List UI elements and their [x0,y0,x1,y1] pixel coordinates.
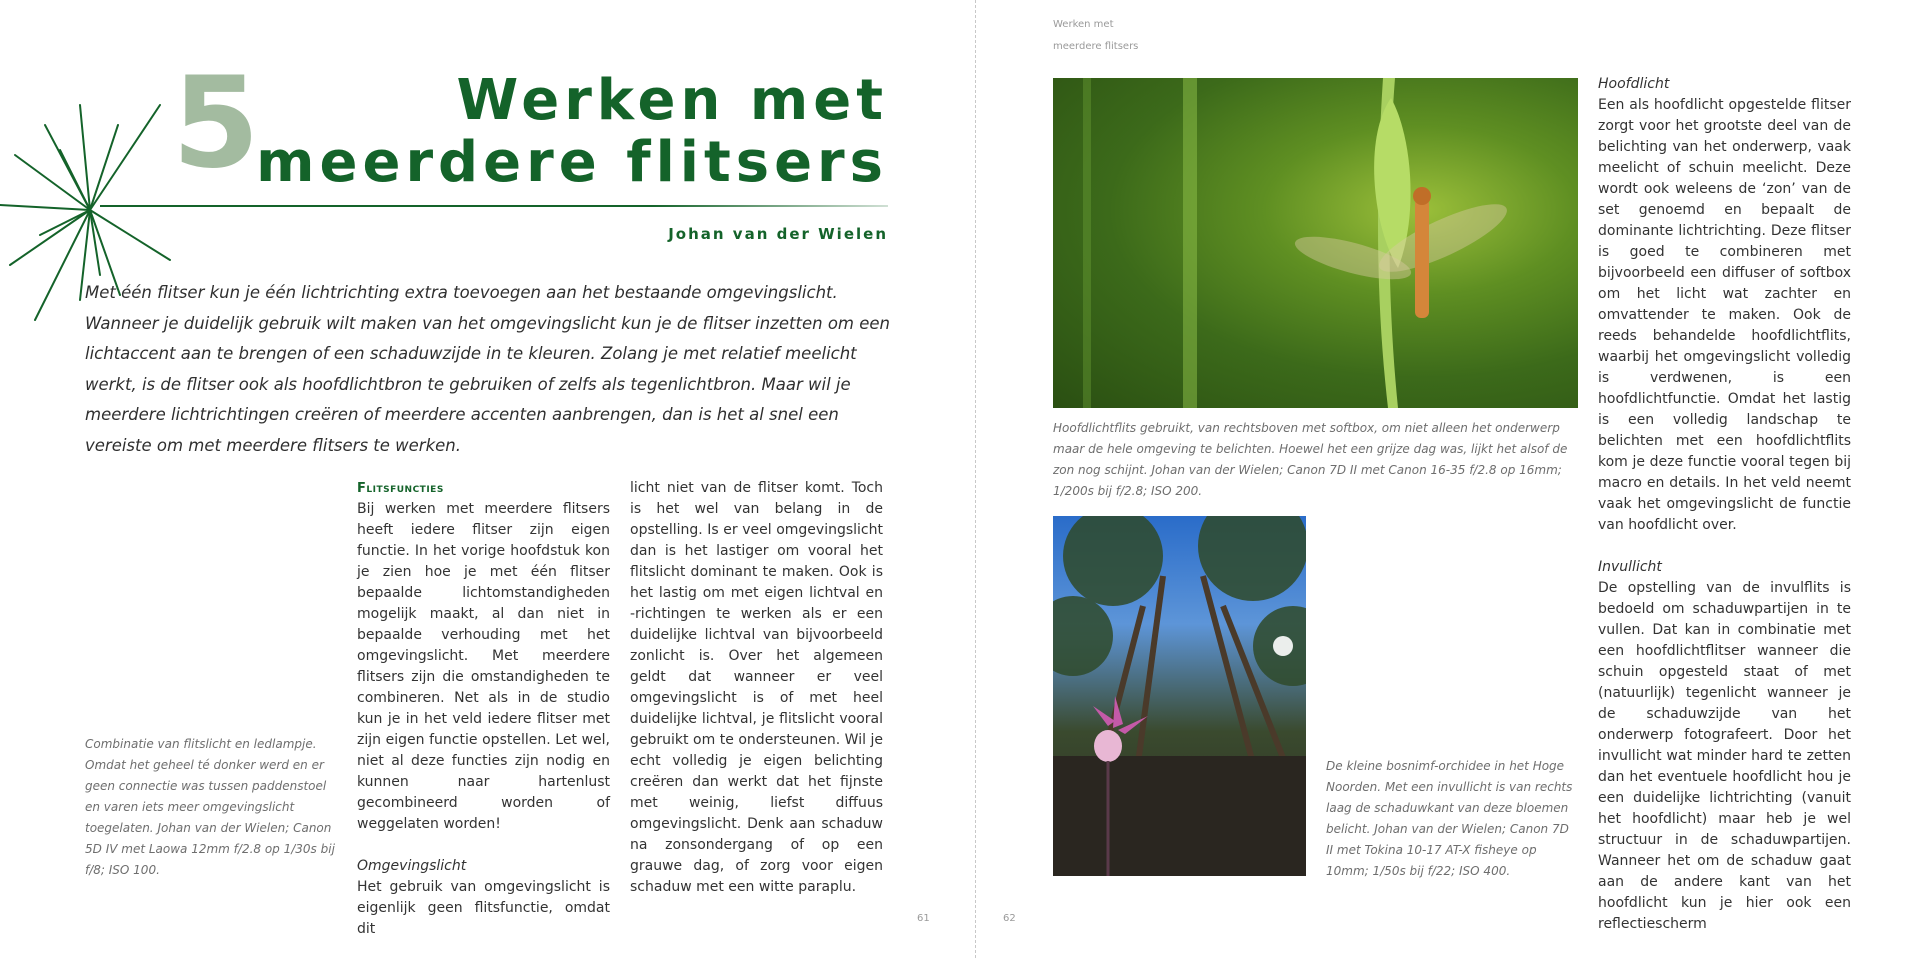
running-head [1053,14,1138,58]
text-column-2 [630,478,883,898]
running-head-line1: Werken met [1053,19,1114,30]
body-text: De opstelling van de invulflits is bedoeld om schaduwpartijen in te vullen. Dat kan in combinatie met een hoofdlichtflitser wanneer die schuin opgesteld staat of met (natuurlijk) tegenlicht wanneer je de schaduwzijde van het onderwerp fotografeert. Door het invullicht wat minder hard te zetten dan het eventuele hoofdlicht hou je een duidelijke lichtrichting (vanuit het hoofdlicht) maar heb je wel structuur in de schaduwpartijen. Wanneer het om de schaduw gaat aan de andere kant van het hoofdlicht kun je hier ook een reflectiescherm [1598,580,1851,932]
orchid-caption: De kleine bosnimf-orchidee in het Hoge Noorden. Met een invullicht is van rechts laag de schaduwkant van deze bloemen belicht. Johan van der Wielen; Canon 7D II met Tokina 10-17 AT-X fisheye op 10mm; 1/50s bij f/22; ISO 400. [1326,759,1573,878]
page-spine [975,0,976,958]
chapter-title-line2: meerdere flitsers [256,130,888,195]
chapter-title-line1: Werken met [456,68,888,133]
subheading-invullicht: Invullicht [1598,559,1662,575]
title-rule [100,205,888,207]
left-photo-caption: Combinatie van flitslicht en ledlampje. Omdat het geheel té donker werd en er geen connectie was tussen paddenstoel en varen iets meer omgevingslicht toegelaten. Johan van der Wielen; Canon 5D IV met Laowa 12mm f/2.8 op 1/30s bij f/8; ISO 100. [85,737,335,877]
running-head-line2: meerdere flitsers [1053,41,1139,52]
dragonfly-photo [1053,78,1578,408]
orchid-illustration [1053,516,1306,876]
dragonfly-caption: Hoofdlichtflits gebruikt, van rechtsboven met softbox, om niet alleen het onderwerp maar de hele omgeving te belichten. Hoewel het een grijze dag was, lijkt het alsof de zon nog schijnt. Johan van der Wielen; Canon 7D II met Canon 16-35 f/2.8 op 16mm; 1/200s bij f/2.8; ISO 200. [1053,421,1568,498]
dragonfly-illustration [1053,78,1578,408]
page-number-right: 62 [1003,913,1016,924]
page-number-left: 61 [917,913,930,924]
text-column-3 [1598,74,1851,935]
chapter-number: 5 [172,49,260,196]
body-text: Bij werken met meerdere flitsers heeft iedere flitser zijn eigen functie. In het vorige hoofdstuk kon je zien hoe je met één flitser bepaalde lichtomstandigheden mogelijk maakt, al dan niet in bepaalde verhouding met het omgevingslicht. Met meerdere flitsers zijn die omstandigheden te combineren. Net als in de studio kun je in het veld iedere flitser met zijn eigen functie opstellen. Let wel, niet al deze functies zijn nodig en kunnen naar hartenlust gecombineerd worden of weggelaten worden! [357,501,610,832]
orchid-photo [1053,516,1306,876]
body-text: Een als hoofdlicht opgestelde flitser zorgt voor het grootste deel van de belichting van het onderwerp, vaak meelicht of schuin meelicht. Deze wordt ook weleens de ‘zon’ van de set genoemd en bepaalt de dominante lichtrichting. Deze flitser is goed te combineren met bijvoorbeeld een diffuser of softbox om het licht wat zachter en omvattender te maken. Ook de reeds behandelde hoofdlichtflits, waarbij het omgevingslicht volledig is verdwenen, is een hoofdlichtfunctie. Omdat het lastig is een volledig landschap te belichten met een hoofdlichtflits kom je deze functie vooral tegen bij macro en details. In het veld neemt vaak het omgevingslicht de functie van hoofdlicht over. [1598,97,1851,533]
subheading-hoofdlicht: Hoofdlicht [1598,76,1670,92]
text-column-1 [357,478,610,940]
body-text: Het gebruik van omgevingslicht is eigenlijk geen flitsfunctie, omdat dit [357,879,610,937]
body-text: licht niet van de flitser komt. Toch is het wel van belang in de opstelling. Is er veel omgevingslicht dan is het lastiger om vooral het flitslicht dominant te maken. Ook is het lastig om met eigen lichtval en -richtingen te werken als er een duidelijke lichtval van bijvoorbeeld zonlicht is. Over het algemeen geldt dat wanneer er veel omgevingslicht is of met heel duidelijke lichtval, je flitslicht vooral gebruikt om te ondersteunen. Wil je echt volledig je eigen belichting creëren dan werkt dat het fijnste met weinig, liefst diffuus omgevingslicht. Denk aan schaduw na zonsondergang of op een grauwe dag, of zorg voor eigen schaduw met een witte paraplu. [630,480,883,895]
chapter-author: Johan van der Wielen [668,225,888,243]
section-heading-flitsfuncties: Flitsfuncties [357,481,444,496]
subheading-omgevingslicht: Omgevingslicht [357,858,467,874]
intro-paragraph: Met één flitser kun je één lichtrichting extra toevoegen aan het bestaande omgevingslicht. Wanneer je duidelijk gebruik wilt maken van het omgevingslicht kun je de flitser inzetten om een lichtaccent aan te brengen of een schaduwzijde in te kleuren. Zolang je met relatief meelicht werkt, is de flitser ook als hoofdlichtbron te gebruiken of zelfs als tegenlichtbron. Maar wil je meerdere lichtrichtingen creëren of meerdere accenten aanbrengen, dan is het al snel een vereiste om met meerdere flitsers te werken. [85,283,890,455]
chapter-title [256,70,888,194]
